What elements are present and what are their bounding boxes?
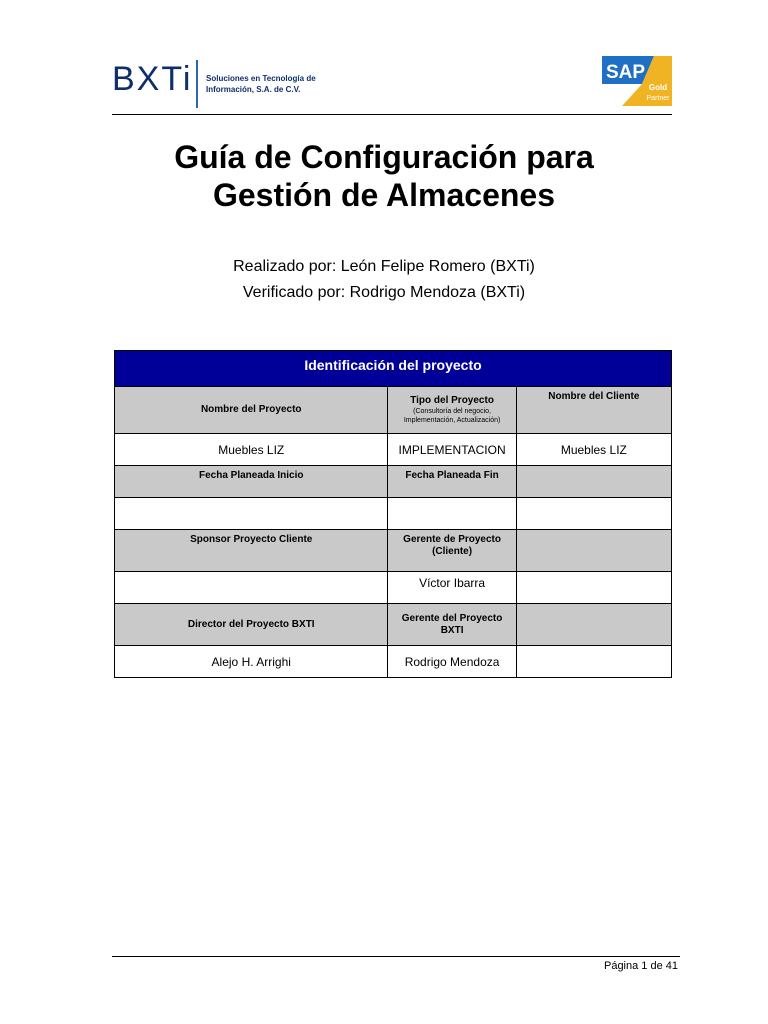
- header-empty-cell: [516, 604, 671, 646]
- sap-gold-partner-logo: [602, 54, 672, 106]
- value-project-name: Muebles LIZ: [115, 434, 388, 466]
- header-bxti-pm-line2: BXTI: [440, 624, 464, 636]
- header-project-type: [388, 387, 516, 434]
- footer-divider: [112, 956, 680, 957]
- header-bxti-director: Director del Proyecto BXTI: [115, 604, 388, 646]
- value-empty-cell: [516, 572, 671, 604]
- company-name-line1: Soluciones en Tecnología de: [206, 74, 316, 83]
- header-empty-cell: [516, 530, 671, 572]
- project-identification-table: [114, 350, 672, 678]
- page-number: Página 1 de 41: [603, 960, 678, 972]
- made-by: Realizado por: León Felipe Romero (BXTi): [233, 258, 535, 275]
- bxti-logo: BXTi: [112, 60, 193, 98]
- header-client-sponsor: Sponsor Proyecto Cliente: [115, 530, 388, 572]
- header-client-pm-line1: Gerente de Proyecto: [403, 534, 501, 545]
- header-project-type-note2: Implementación, Actualización): [403, 417, 501, 424]
- header-client-name: Nombre del Cliente: [516, 387, 671, 434]
- header-start-date: Fecha Planeada Inicio: [115, 466, 388, 498]
- value-start-date: [115, 498, 388, 530]
- header-client-pm: [388, 530, 516, 572]
- value-empty-cell: [516, 646, 671, 678]
- value-bxti-pm: Rodrigo Mendoza: [388, 646, 516, 678]
- value-client-pm: Víctor Ibarra: [388, 572, 516, 604]
- company-name: [206, 73, 316, 95]
- value-end-date: [388, 498, 516, 530]
- header-project-type-label: Tipo del Proyecto: [410, 395, 494, 406]
- value-client-name: Muebles LIZ: [516, 434, 671, 466]
- document-title-line2: Gestión de Almacenes: [212, 177, 556, 213]
- header-client-pm-line2: (Cliente): [432, 546, 473, 557]
- value-bxti-director: Alejo H. Arrighi: [115, 646, 388, 678]
- header-bxti-pm-line1: Gerente del Proyecto: [401, 612, 503, 624]
- header-empty-cell: [516, 466, 671, 498]
- value-empty-cell: [516, 498, 671, 530]
- value-project-type: IMPLEMENTACION: [388, 434, 516, 466]
- document-authors: [0, 254, 768, 306]
- header-bxti-pm: [388, 604, 516, 646]
- gold-label: Gold: [648, 83, 668, 92]
- value-client-sponsor: [115, 572, 388, 604]
- header-project-name: Nombre del Proyecto: [115, 387, 388, 434]
- header-project-type-note1: (Consultoría del negocio,: [413, 408, 491, 415]
- logo-divider: [196, 60, 198, 108]
- partner-label: Partner: [646, 95, 670, 102]
- document-title-line1: Guía de Configuración para: [174, 139, 594, 175]
- document-title: [0, 138, 768, 214]
- header-end-date: Fecha Planeada Fin: [388, 466, 516, 498]
- table-caption: Identificación del proyecto: [115, 351, 672, 387]
- company-name-line2: Información, S.A. de C.V.: [206, 85, 301, 94]
- sap-logo-text: SAP: [606, 62, 646, 83]
- page-header: [112, 52, 672, 115]
- verified-by: Verificado por: Rodrigo Mendoza (BXTi): [242, 284, 526, 301]
